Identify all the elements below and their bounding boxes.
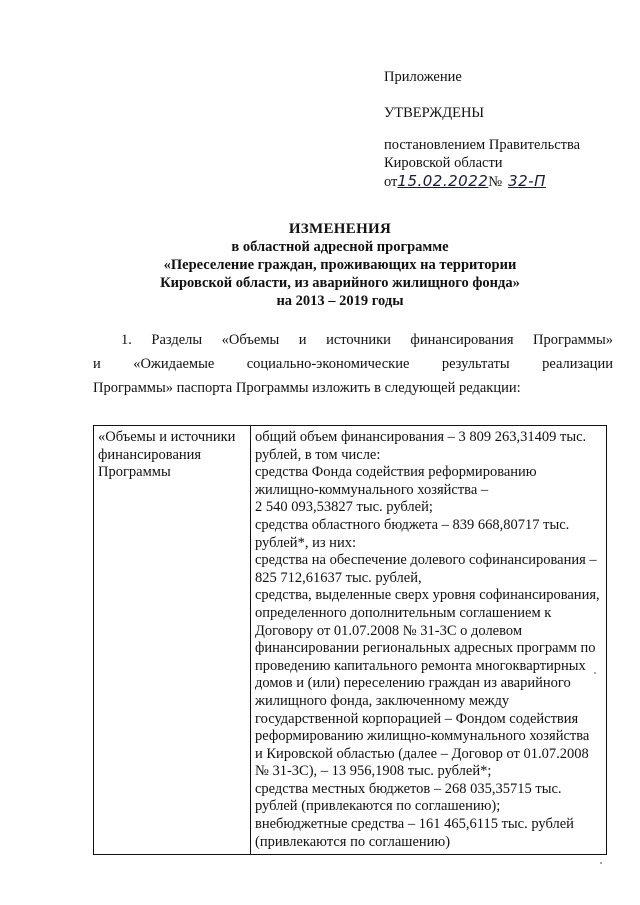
content-line: реформированию жилищно-коммунального хозяйства: [255, 728, 590, 745]
paragraph-word: Программы»: [533, 332, 613, 348]
content-line: общий объем финансирования – 3 809 263,31409 тыс.: [255, 429, 587, 445]
paragraph-word: и: [298, 332, 307, 348]
decree-line-1: постановлением Правительства: [384, 137, 581, 153]
content-line: 2 540 093,53827 тыс. рублей;: [255, 499, 433, 516]
paragraph-word: источники: [326, 332, 391, 348]
appendix-label: Приложение: [384, 69, 462, 85]
content-line: № 31-3С), – 13 956,1908 тыс. рублей*;: [255, 763, 492, 780]
content-line: средства на обеспечение долевого софинансирования –: [255, 552, 597, 569]
content-line: Договору от 01.07.2008 № 31-3С о долевом: [255, 622, 523, 639]
intro-paragraph: [93, 328, 613, 400]
decree-line-2: Кировской области: [384, 155, 503, 171]
paragraph-line-2: [93, 352, 613, 376]
label-line: «Объемы и источники: [98, 429, 236, 445]
paragraph-word: и: [93, 356, 101, 372]
paragraph-word: «Объемы: [221, 332, 280, 348]
number-prefix: №: [488, 174, 503, 190]
content-line: 825 712,61637 тыс. рублей,: [255, 569, 422, 586]
content-line: рублей*, из них:: [255, 534, 356, 551]
content-line: определенного дополнительным соглашением к: [255, 604, 552, 621]
paragraph-word: реализации: [542, 356, 613, 372]
paragraph-word: Разделы: [151, 332, 203, 348]
paragraph-word: финансирования: [410, 332, 514, 348]
financing-table: [93, 425, 607, 855]
paragraph-line-3: Программы» паспорта Программы изложить в следующей редакции:: [93, 380, 521, 396]
content-line: государственной корпорацией – Фондом содействия: [255, 710, 579, 727]
content-line: и Кировской областью (далее – Договор от 01.07.2008: [255, 745, 589, 762]
content-line: жилищного фонда, заключенному между: [255, 692, 510, 709]
paragraph-word: 1.: [121, 332, 132, 348]
content-line: финансировании региональных адресных программ по: [255, 640, 596, 657]
title-heading: ИЗМЕНЕНИЯ: [288, 221, 392, 237]
table-cell-label: [94, 426, 251, 855]
scan-speck: [594, 672, 596, 674]
handwritten-date: 15.02.2022: [397, 172, 489, 190]
paragraph-word: социально-экономические: [246, 356, 410, 372]
label-line: финансирования: [98, 446, 202, 463]
content-line: средства областного бюджета – 839 668,80717 тыс.: [255, 516, 570, 533]
scan-speck: [600, 862, 602, 864]
content-line: средства местных бюджетов – 268 035,35715 тыс.: [255, 780, 562, 797]
content-line: рублей (привлекаются по соглашению);: [255, 798, 501, 815]
decree-date-number-row: [384, 172, 624, 191]
title-line-2: в областной адресной программе: [231, 239, 449, 255]
title-line-3: «Переселение граждан, проживающих на территории: [163, 257, 517, 273]
from-prefix: от: [384, 174, 398, 190]
content-line: рублей, в том числе:: [255, 446, 381, 463]
content-line: проведению капитального ремонта многоквартирных: [255, 657, 586, 674]
paragraph-word: «Ожидаемые: [133, 356, 215, 372]
content-line: внебюджетные средства – 161 465,6115 тыс. рублей: [255, 816, 574, 833]
content-line: средства, выделенные сверх уровня софинансирования,: [255, 587, 600, 604]
table-row: [94, 426, 607, 855]
title-line-4: Кировской области, из аварийного жилищного фонда»: [160, 275, 520, 291]
handwritten-number: 32-П: [508, 172, 546, 190]
content-line: (привлекаются по соглашению): [255, 833, 451, 850]
paragraph-line-1: [93, 328, 613, 352]
content-line: средства Фонда содействия реформированию: [255, 464, 537, 481]
approved-label: УТВЕРЖДЕНЫ: [384, 105, 485, 121]
label-line: Программы: [98, 464, 171, 481]
approval-block: [384, 68, 624, 191]
document-title: [60, 220, 620, 310]
table-cell-content: [251, 426, 607, 855]
content-line: домов и (или) переселению граждан из аварийного: [255, 675, 571, 692]
paragraph-word: результаты: [441, 356, 510, 372]
title-line-5: на 2013 – 2019 годы: [276, 293, 404, 309]
content-line: жилищно-коммунального хозяйства –: [255, 481, 489, 498]
